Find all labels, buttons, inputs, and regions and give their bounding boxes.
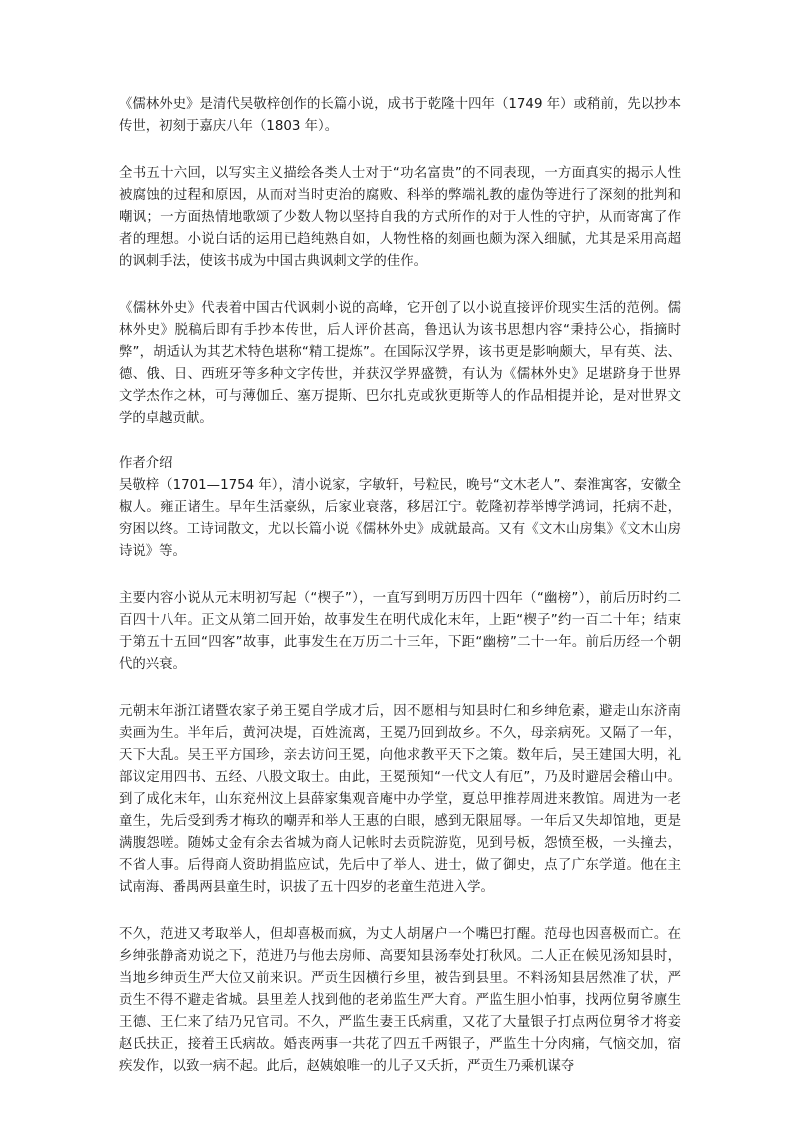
author-paragraph: 吴敬梓（1701—1754 年），清小说家，字敏轩，号粒民，晚号“文木老人”、秦淮寓客，安徽全椒人。雍正诸生。早年生活豪纵，后家业衰落，移居江宁。乾隆初荐举博学鸿词，托病不赴，穷困以终。工诗词散文，尤以长篇小说《儒林外史》成就最高。又有《文木山房集》《文木山房诗说》等。 (119, 478, 681, 559)
influence-paragraph: 《儒林外史》代表着中国古代讽刺小说的高峰，它开创了以小说直接评价现实生活的范例。儒林外史》脱稿后即有手抄本传世，后人评价甚高，鲁迅认为该书思想内容“秉持公心，指摘时弊”，胡适认为其艺术特色堪称“精工提炼”。在国际汉学界，该书更是影响颇大，早有英、法、德、俄、日、西班牙等多种文字传世，并获汉学界盛赞，有认为《儒林外史》足堪跻身于世界文学杰作之林，可与薄伽丘、塞万提斯、巴尔扎克或狄更斯等人的作品相提并论，是对世界文学的卓越贡献。 (119, 301, 681, 426)
author-heading: 作者介绍 (119, 456, 173, 471)
document-page (119, 94, 681, 1103)
content-paragraph: 全书五十六回，以写实主义描绘各类人士对于“功名富贵”的不同表现，一方面真实的揭示人性被腐蚀的过程和原因，从而对当时吏治的腐败、科举的弊端礼教的虚伪等进行了深刻的批判和嘲讽；一方面热情地歌颂了少数人物以坚持自我的方式所作的对于人性的守护，从而寄寓了作者的理想。小说白话的运用已趋纯熟自如，人物性格的刻画也颇为深入细腻，尤其是采用高超的讽刺手法，使该书成为中国古典讽刺文学的佳作。 (119, 166, 681, 269)
plot-paragraph-2: 不久，范进又考取举人，但却喜极而疯，为丈人胡屠户一个嘴巴打醒。范母也因喜极而亡。在乡绅张静斋劝说之下，范进乃与他去房师、高要知县汤奉处打秋风。二人正在候见汤知县时，当地乡绅贡生严大位又前来识。严贡生因横行乡里，被告到县里。不料汤知县居然准了状，严贡生不得不避走省城。县里差人找到他的老弟监生严大育。严监生胆小怕事，找两位舅爷廪生王德、王仁来了结乃兄官司。不久，严监生妻王氏病重，又花了大量银子打点两位舅爷才将妾赵氏扶正，接着王氏病故。婚丧两事一共花了四五千两银子，严监生十分肉痛，气恼交加，宿疾发作，以致一病不起。此后，赵姨娘唯一的儿子又夭折，严贡生乃乘机谋夺 (119, 927, 681, 1074)
author-section (119, 453, 681, 563)
intro-paragraph: 《儒林外史》是清代吴敬梓创作的长篇小说，成书于乾隆十四年（1749 年）或稍前，先以抄本传世，初刻于嘉庆八年（1803 年）。 (119, 97, 681, 134)
main-content-paragraph: 主要内容小说从元末明初写起（“楔子”），一直写到明万历四十四年（“幽榜”），前后历时约二百四十八年。正文从第二回开始，故事发生在明代成化末年，上距“楔子”约一百二十年；结束于第五十五回“四客”故事，此事发生在万历二十三年，下距“幽榜”二十一年。前后历经一个朝代的兴衰。 (119, 591, 681, 672)
plot-paragraph-1: 元朝末年浙江诸暨农家子弟王冕自学成才后，因不愿相与知县时仁和乡绅危素，避走山东济南卖画为生。半年后，黄河决堤，百姓流离，王冕乃回到故乡。不久，母亲病死。又隔了一年，天下大乱。吴王平方国珍，亲去访问王冕，向他求教平天下之策。数年后，吴王建国大明，礼部议定用四书、五经、八股文取士。由此，王冕预知“一代文人有厄”，乃及时避居会稽山中。到了成化末年，山东兖州汶上县薛家集观音庵中办学堂，夏总甲推荐周进来教馆。周进为一老童生，先后受到秀才梅玖的嘲弄和举人王惠的白眼，感到无限屈辱。一年后又失却馆地，更是满腹怨嗟。随姊丈金有余去省城为商人记帐时去贡院游览，见到号板，怨愤至极，一头撞去，不省人事。后得商人资助捐监应试，先后中了举人、进士，做了御史，点了广东学道。他在主试南海、番禺两县童生时，识拔了五十四岁的老童生范进入学。 (119, 704, 681, 895)
